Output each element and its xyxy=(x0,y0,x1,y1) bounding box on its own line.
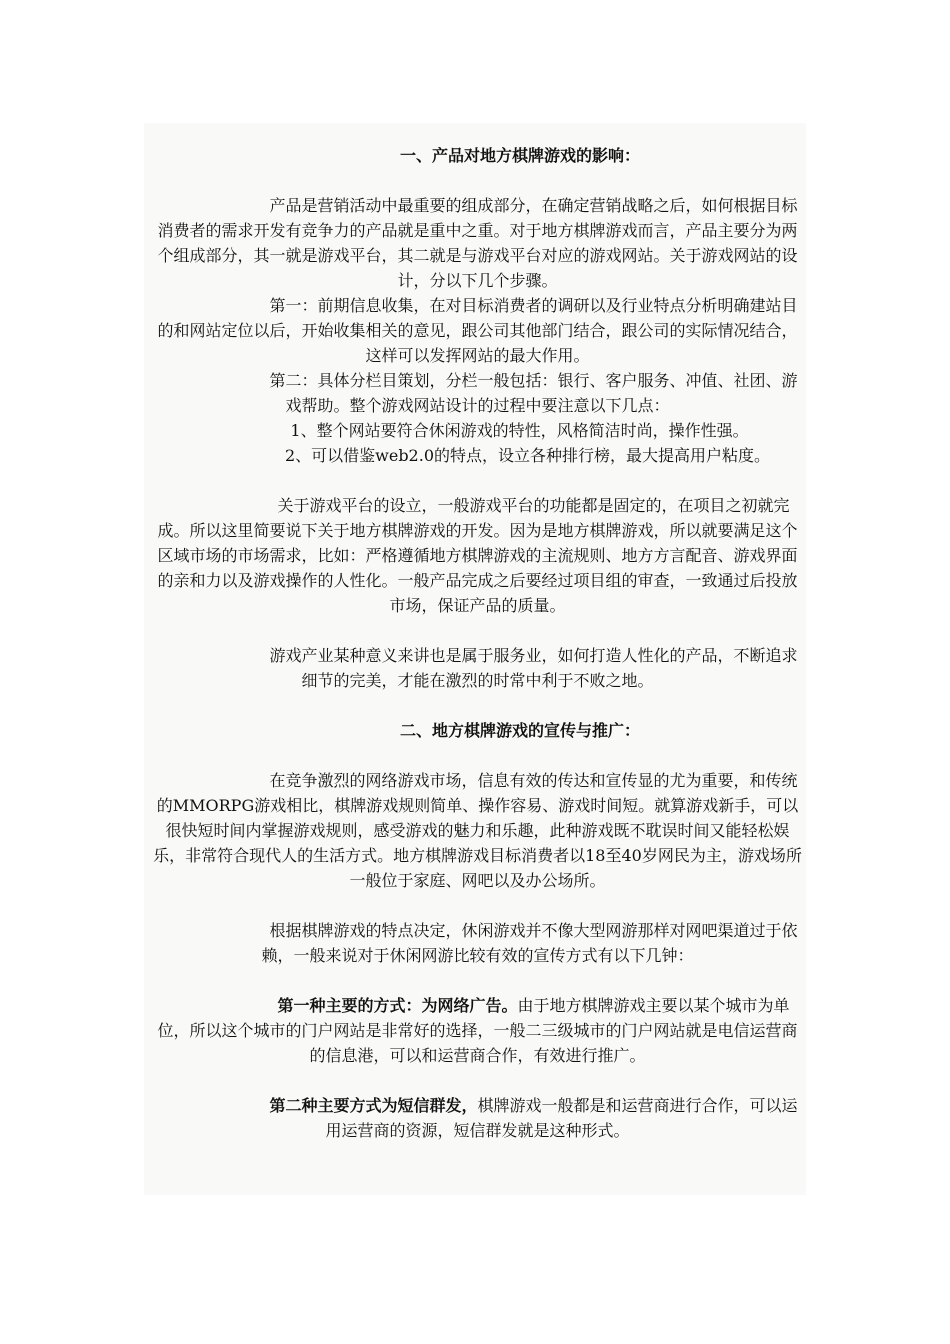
method-one-text: 由于地方棋牌游戏主要以某个城市为单位，所以这个城市的门户网站是非常好的选择，一般二三级城市的门户网站就是电信运营商的信息港，可以和运营商合作，有效进行推广。 xyxy=(157,996,798,1065)
section-heading-2: 二、地方棋牌游戏的宣传与推广： xyxy=(399,721,640,740)
paragraph-step-one: 第一：前期信息收集，在对目标消费者的调研以及行业特点分析明确建站目的和网站定位以后，开始收集相关的意见，跟公司其他部门结合，跟公司的实际情况结合，这样可以发挥网站的最大作用。 xyxy=(157,296,798,365)
method-one-title: 第一种主要的方式：为网络广告。 xyxy=(277,996,518,1015)
section-heading-1: 一、产品对地方棋牌游戏的影响： xyxy=(399,146,640,165)
paragraph-product-intro: 产品是营销活动中最重要的组成部分，在确定营销战略之后，如何根据目标消费者的需求开发有竞争力的产品就是重中之重。对于地方棋牌游戏而言，产品主要分为两个组成部分，其一就是游戏平台，其二就是与游戏平台对应的游戏网站。关于游戏网站的设计，分以下几个步骤。 xyxy=(157,196,798,290)
paragraph-step-two: 第二：具体分栏目策划，分栏一般包括：银行、客户服务、冲值、社团、游戏帮助。整个游戏网站设计的过程中要注意以下几点： xyxy=(269,371,798,415)
paragraph-platform: 关于游戏平台的设立，一般游戏平台的功能都是固定的，在项目之初就完成。所以这里简要说下关于地方棋牌游戏的开发。因为是地方棋牌游戏，所以就要满足这个区域市场的市场需求，比如：严格遵循地方棋牌游戏的主流规则、地方方言配音、游戏界面的亲和力以及游戏操作的人性化。一般产品完成之后要经过项目组的审查，一致通过后投放市场，保证产品的质量。 xyxy=(157,496,798,615)
paragraph-point-2: 2、可以借鉴web2.0的特点，设立各种排行榜，最大提高用户粘度。 xyxy=(284,446,771,465)
paragraph-method-one xyxy=(150,993,805,1068)
paragraph-point-1: 1、整个网站要符合休闲游戏的特性，风格简洁时尚，操作性强。 xyxy=(290,421,749,440)
paragraph-service: 游戏产业某种意义来讲也是属于服务业，如何打造人性化的产品，不断追求细节的完美，才能在激烈的时常中利于不败之地。 xyxy=(269,646,798,690)
method-two-text: 棋牌游戏一般都是和运营商进行合作，可以运用运营商的资源，短信群发就是这种形式。 xyxy=(325,1096,798,1140)
method-two-title: 第二种主要方式为短信群发， xyxy=(269,1096,478,1115)
paragraph-market: 在竞争激烈的网络游戏市场，信息有效的传达和宣传显的尤为重要，和传统的MMORPG游戏相比，棋牌游戏规则简单、操作容易、游戏时间短。就算游戏新手，可以很快短时间内掌握游戏规则，感受游戏的魅力和乐趣，此种游戏既不耽误时间又能轻松娱乐，非常符合现代人的生活方式。地方棋牌游戏目标消费者以18至40岁网民为主，游戏场所一般位于家庭、网吧以及办公场所。 xyxy=(153,771,802,890)
paragraph-method-two xyxy=(150,1093,805,1143)
paragraph-channels: 根据棋牌游戏的特点决定，休闲游戏并不像大型网游那样对网吧渠道过于依赖，一般来说对于休闲网游比较有效的宣传方式有以下几钟： xyxy=(261,921,798,965)
document-body xyxy=(150,143,805,1143)
